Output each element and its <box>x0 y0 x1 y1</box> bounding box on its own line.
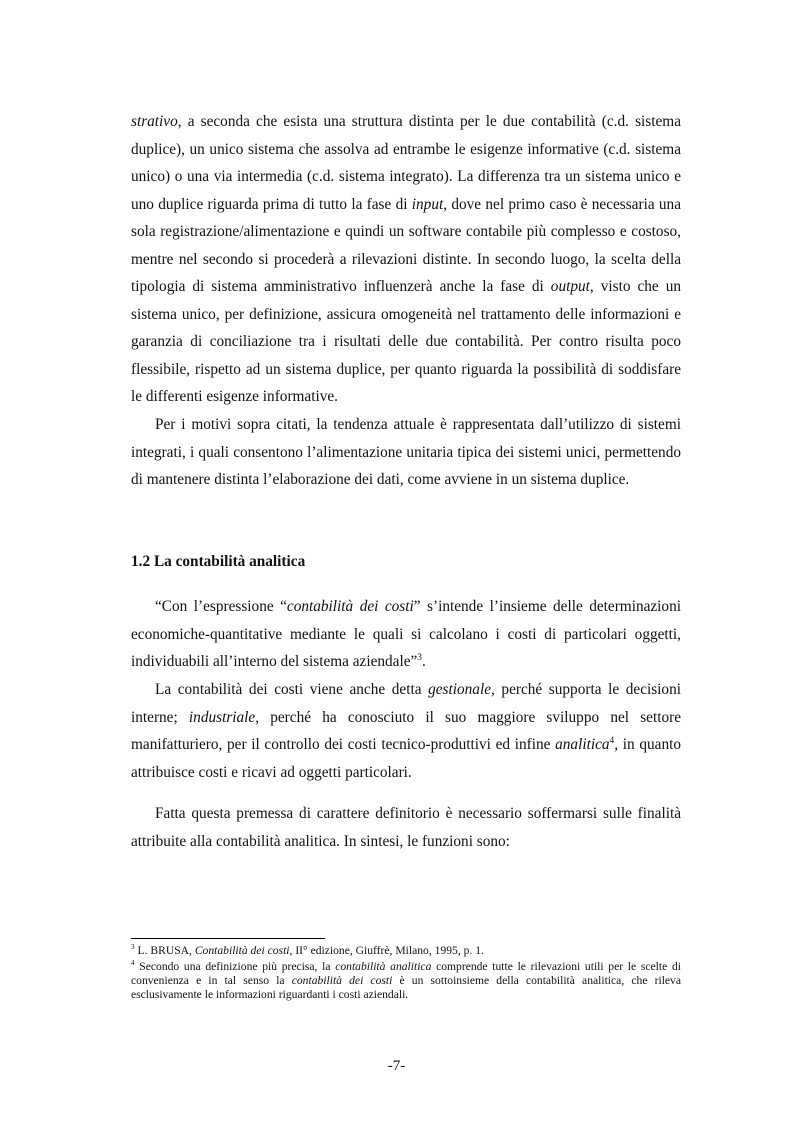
paragraph-functions-intro: Fatta questa premessa di carattere definitorio è necessario soffermarsi sulle finalità attribuite alla contabilità analitica. In sintesi, le funzioni sono: <box>131 805 681 850</box>
paragraph-system-types: strativo, a seconda che esista una struttura distinta per le due contabilità (c.d. sistema duplice), un unico sistema che assolva ad entrambe le esigenze informative (c.d. sistema unico) o una via intermedia (c.d. sistema integrato). La differenza tra un sistema unico e uno duplice riguarda prima di tutto la fase di input, dove nel primo caso è necessaria una sola registrazione/alimentazione e quindi un software contabile più complesso e costoso, mentre nel secondo si procederà a rilevazioni distinte. In secondo luogo, la scelta della tipologia di sistema amministrativo influenzerà anche la fase di output, visto che un sistema unico, per definizione, assicura omogeneità nel trattamento delle informazioni e garanzia di conciliazione tra i risultati delle due contabilità. Per contro risulta poco flessibile, rispetto ad un sistema duplice, per quanto riguarda la possibilità di soddisfare le differenti esigenze informative. <box>131 113 681 405</box>
footnote-separator <box>131 938 325 939</box>
section-heading: 1.2 La contabilità analitica <box>131 553 306 570</box>
footnote-3: $^3$ L. BRUSA, Contabilità dei costi, II° edizione, Giuffrè, Milano, 1995, p. 1. <box>131 943 484 957</box>
footnote-4: $^4$ Secondo una definizione più precisa, la contabilità analitica comprende tutte le rilevazioni utili per le scelte di convenienza e in tal senso la contabilità dei costi è un sottoinsieme della contabilità analitica, che rileva esclusivamente le informazioni riguardanti i costi aziendali. <box>131 959 682 1002</box>
paragraph-integrated-systems: Per i motivi sopra citati, la tendenza attuale è rappresentata dall’utilizzo di sistemi integrati, i quali consentono l’alimentazione unitaria tipica dei sistemi unici, permettendo di mantenere distinta l’elaborazione dei dati, come avviene in un sistema duplice. <box>131 416 681 488</box>
footnote-ref-3[interactable]: 3 <box>417 652 423 663</box>
paragraph-definition: “Con l’espressione “contabilità dei costi” s’intende l’insieme delle determinazioni economiche-quantitative mediante le quali si calcolano i costi di particolari oggetti, individuabili all’interno del sistema aziendale”$^3$. <box>131 598 681 670</box>
page-number: -7- <box>387 1058 406 1074</box>
footnote-ref-4[interactable]: 4 <box>609 735 615 746</box>
paragraph-naming: La contabilità dei costi viene anche detta gestionale, perché supporta le decisioni interne; industriale, perché ha conosciuto il suo maggiore sviluppo nel settore manifatturiero, per il controllo dei costi tecnico-produttivi ed infine analitica$^4$, in quanto attribuisce costi e ricavi ad oggetti particolari. <box>131 681 681 781</box>
